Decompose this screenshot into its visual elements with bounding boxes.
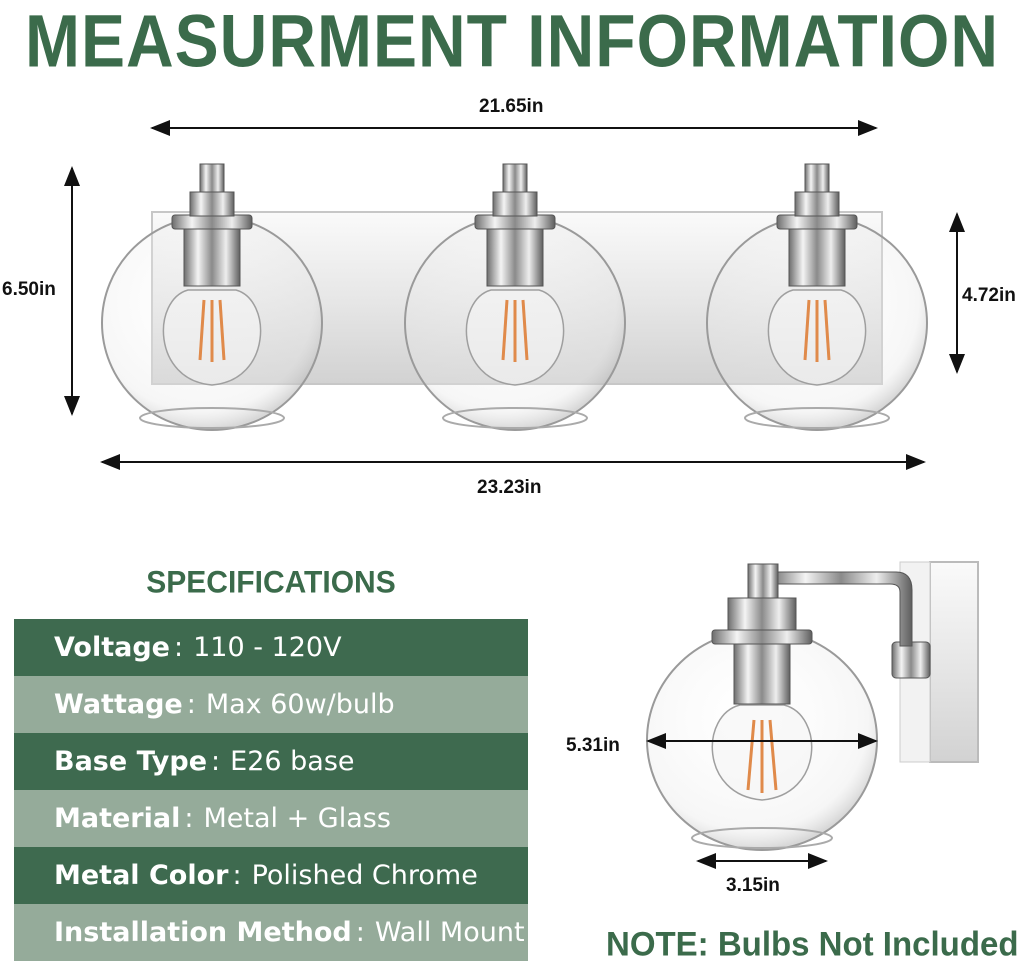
spec-key: Material xyxy=(54,803,181,834)
spec-row-material xyxy=(14,790,528,847)
dim-backplate-height: 4.72in xyxy=(962,285,1016,306)
spec-value: 110 - 120V xyxy=(193,632,342,663)
spec-key: Wattage xyxy=(54,689,183,720)
dim-shade-opening: 3.15in xyxy=(726,875,780,896)
spec-key: Voltage xyxy=(54,632,170,663)
spec-value: Wall Mount xyxy=(374,917,525,948)
spec-separator: : xyxy=(355,917,365,948)
page-title: MEASURMENT INFORMATION xyxy=(24,0,1000,82)
lamp-left xyxy=(102,164,322,430)
dim-backplate-width: 21.65in xyxy=(479,96,544,117)
spec-separator: : xyxy=(232,860,242,891)
spec-value: Max 60w/bulb xyxy=(205,689,395,720)
spec-key: Installation Method xyxy=(54,917,352,948)
spec-key: Metal Color xyxy=(54,860,229,891)
dim-overall-height: 6.50in xyxy=(2,279,56,300)
spec-value: Polished Chrome xyxy=(251,860,478,891)
spec-row-wattage xyxy=(14,676,528,733)
lamp-right xyxy=(707,164,927,430)
spec-row-base-type xyxy=(14,733,528,790)
spec-row-installation-method xyxy=(14,904,528,961)
spec-separator: : xyxy=(186,689,196,720)
bulbs-note: NOTE: Bulbs Not Included xyxy=(606,924,1019,963)
lamp-center xyxy=(405,164,625,430)
spec-value: E26 base xyxy=(230,746,355,777)
spec-value: Metal + Glass xyxy=(203,803,391,834)
spec-row-metal-color xyxy=(14,847,528,904)
spec-key: Base Type xyxy=(54,746,208,777)
specifications-heading: SPECIFICATIONS xyxy=(146,565,396,600)
spec-separator: : xyxy=(184,803,194,834)
dim-overall-width: 23.23in xyxy=(477,477,542,498)
dim-shade-diameter: 5.31in xyxy=(566,735,620,756)
spec-row-voltage xyxy=(14,619,528,676)
spec-separator: : xyxy=(174,632,184,663)
lamp-side-view xyxy=(647,562,978,850)
spec-separator: : xyxy=(211,746,221,777)
